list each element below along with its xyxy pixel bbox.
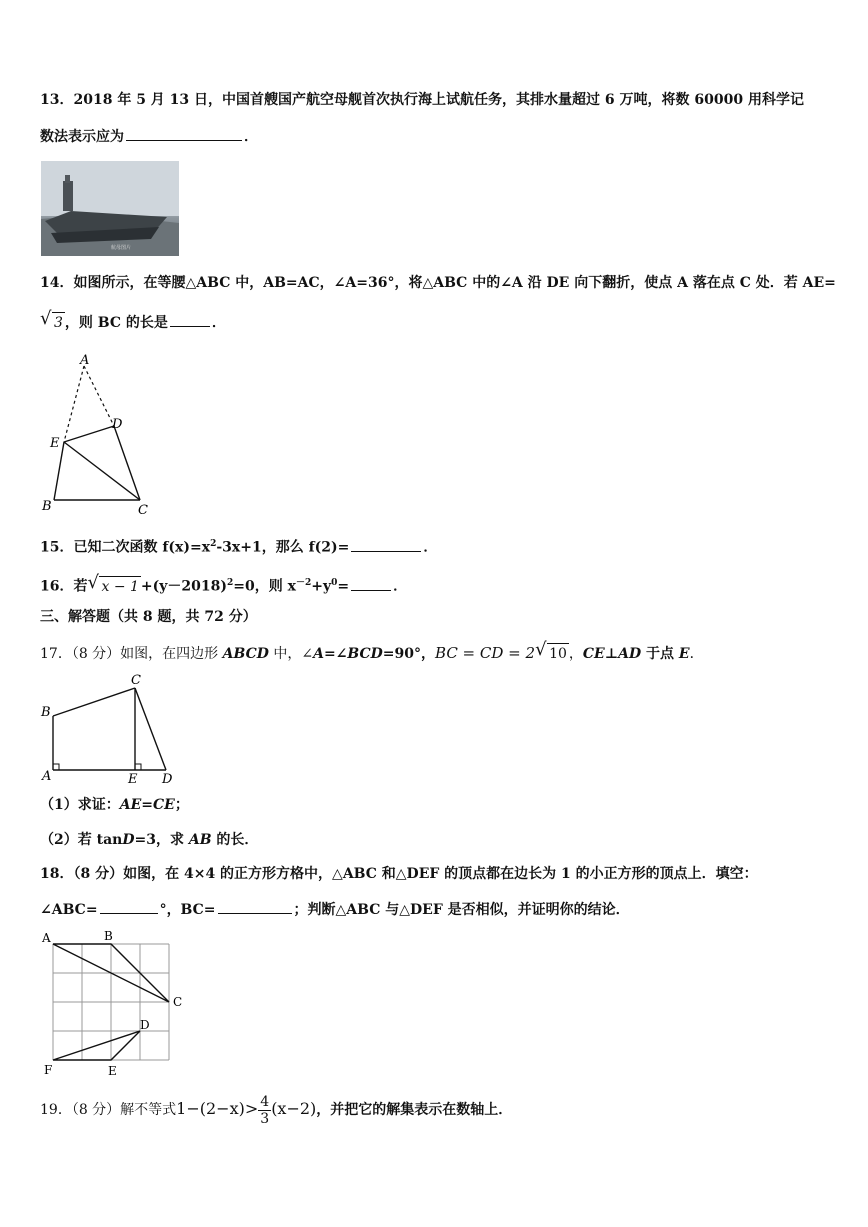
- label-e: E: [128, 772, 138, 787]
- q17-quadrilateral-figure: [36, 668, 186, 790]
- label-a: A: [42, 931, 51, 945]
- section-heading: 三、解答题（共 8 题，共 72 分）: [40, 609, 257, 625]
- q14-text: ，则 BC 的长是: [64, 315, 168, 331]
- q17-shape: ABCD: [222, 646, 269, 662]
- q17-end: ．: [689, 646, 704, 662]
- q17-point-e: E: [678, 646, 690, 662]
- q17-angle-a: A: [313, 646, 324, 662]
- label-a: A: [42, 769, 52, 784]
- label-c: C: [138, 503, 148, 518]
- q19-expr-left: 1−(2−x)>: [176, 1099, 259, 1118]
- q16-answer-blank[interactable]: [351, 576, 391, 591]
- q15-line: [40, 534, 437, 558]
- q16-post2: +y: [311, 578, 332, 595]
- q19-frac-num: 4: [260, 1093, 270, 1110]
- q17-sqrt-value: 10: [547, 643, 569, 664]
- q17-ce-ad: CE⊥AD: [582, 646, 642, 662]
- label-c: C: [173, 995, 183, 1009]
- q14-sqrt-value: 3: [52, 312, 65, 333]
- q19-post: ，并把它的解集表示在数轴上．: [316, 1102, 513, 1118]
- q16-pre: 16．若: [40, 578, 88, 595]
- q13-end: ．: [244, 129, 258, 145]
- q16-end: ．: [393, 578, 408, 595]
- q18-bc-blank[interactable]: [218, 899, 292, 914]
- label-d: D: [112, 417, 123, 432]
- q15-pre: 15．已知二次函数 f(x)=x: [40, 539, 211, 556]
- q13-answer-blank[interactable]: [126, 126, 242, 141]
- label-e: E: [50, 436, 60, 451]
- q17-part1-pre: （1）求证：: [40, 797, 120, 813]
- aircraft-carrier-photo: [41, 161, 179, 256]
- q16-sqrt-value: x − 1: [99, 576, 140, 597]
- q16-post: =0，则 x: [233, 578, 296, 595]
- q17-part1-expr: AE=CE: [119, 797, 175, 813]
- q15-sup: 2: [210, 539, 217, 549]
- label-d: D: [162, 772, 173, 787]
- q14-line1: 14．如图所示，在等腰△ABC 中，AB=AC，∠A=36°，将△ABC 中的∠A 沿 DE 向下翻折，使点 A 落在点 C 处．若 AE=: [40, 275, 836, 291]
- q14-answer-blank[interactable]: [170, 312, 210, 327]
- label-b: B: [42, 499, 52, 514]
- q14-line2: [40, 308, 226, 333]
- q19-frac-den: 3: [260, 1110, 270, 1127]
- q17-part1: [40, 795, 189, 815]
- q14-end: ．: [211, 315, 226, 331]
- q17-pre: 17．（8 分）如图，在四边形: [40, 646, 223, 662]
- q16-sqrt: √ x − 1: [87, 571, 139, 595]
- q17-line: [40, 639, 704, 664]
- q16-line: [40, 573, 407, 597]
- q17-mid: 中，∠: [268, 646, 314, 662]
- q18-line2: [40, 899, 630, 920]
- q16-sup2: －2: [295, 578, 312, 588]
- q17-sqrt: √ 10: [535, 639, 567, 662]
- q17-part2-d: D: [122, 832, 135, 848]
- q15-answer-blank[interactable]: [351, 537, 421, 552]
- q16-mid: +(y－2018): [140, 578, 227, 595]
- q18-angle-blank[interactable]: [100, 899, 158, 914]
- q15-post: -3x+1，那么 f(2)=: [216, 539, 350, 556]
- q13-line1: 13．2018 年 5 月 13 日，中国首艘国产航空母舰首次执行海上试航任务，其排水量超过 6 万吨，将数 60000 用科学记: [40, 92, 804, 108]
- q16-sup: 2: [227, 578, 234, 588]
- q17-post2: 于点: [641, 646, 679, 662]
- q16-sup3: 0: [331, 578, 338, 588]
- q18-grid-figure: [36, 928, 196, 1078]
- label-a: A: [80, 353, 90, 368]
- q17-bc-cd: BC = CD = 2: [435, 644, 536, 662]
- q18-line1: 18．（8 分）如图，在 4×4 的正方形方格中，△ABC 和△DEF 的顶点都在边长为 1 的小正方形的顶点上．填空：: [40, 866, 758, 882]
- q14-sqrt: √ 3: [40, 308, 63, 331]
- q18-line2-pre: ∠ABC=: [40, 902, 98, 918]
- q17-angle-bcd: BCD: [347, 646, 383, 662]
- q13-text: 数法表示应为: [40, 129, 124, 145]
- q14-triangle-figure: [36, 350, 166, 520]
- photo-caption: 航母图片: [111, 245, 132, 251]
- q17-part2-ab: AB: [188, 832, 212, 848]
- q19-pre: 19．（8 分）解不等式: [40, 1102, 177, 1118]
- q18-line2-post: ；判断△ABC 与△DEF 是否相似，并证明你的结论．: [293, 902, 630, 918]
- label-e: E: [108, 1064, 117, 1078]
- q19-expr-right: (x−2): [271, 1099, 317, 1118]
- q13-line2: [40, 126, 258, 147]
- q17-post: ，: [568, 646, 583, 662]
- label-d: D: [140, 1018, 150, 1032]
- q19-fraction: [258, 1094, 271, 1127]
- label-f: F: [44, 1063, 53, 1077]
- q17-part2-pre: （2）若 tan: [40, 832, 123, 848]
- q17-part2: [40, 830, 258, 850]
- label-c: C: [131, 673, 141, 688]
- q17-part2-end: 的长．: [211, 832, 259, 848]
- q15-end: ．: [423, 539, 438, 556]
- q18-line2-deg: °，BC=: [159, 902, 216, 918]
- label-b: B: [41, 705, 51, 720]
- q19-line: [40, 1092, 512, 1132]
- label-b: B: [104, 929, 113, 943]
- q17-eq: =∠: [323, 646, 348, 662]
- q16-post3: =: [337, 578, 350, 595]
- q17-part1-end: ；: [174, 797, 189, 813]
- q17-part2-mid: =3，求: [134, 832, 189, 848]
- q17-deg: =90°，: [382, 646, 436, 662]
